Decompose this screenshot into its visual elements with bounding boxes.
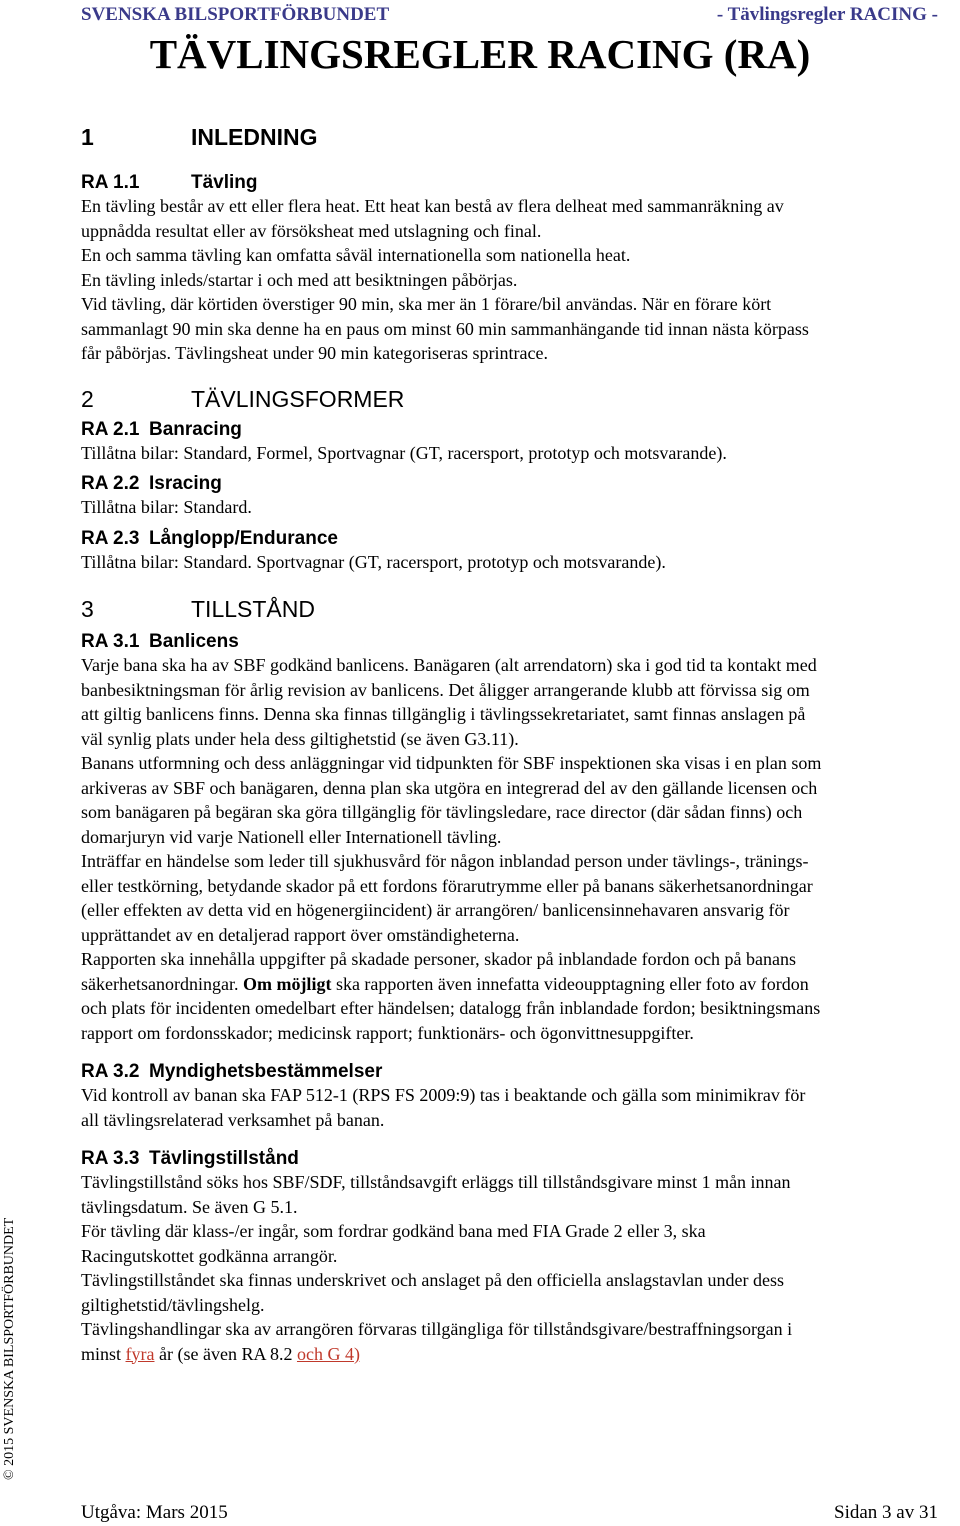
ra11-heading bbox=[81, 172, 953, 194]
text-line: upprättandet av en detaljerad rapport över omständigheterna. bbox=[81, 924, 520, 945]
footer-edition: Utgåva: Mars 2015 bbox=[81, 1502, 228, 1523]
text-line: För tävling där klass-/er ingår, som fordrar godkänd bana med FIA Grade 2 eller 3, ska bbox=[81, 1221, 706, 1241]
text-line: Rapporten ska innehålla uppgifter på skadade personer, skador på inblandade fordon och på banans bbox=[81, 949, 797, 969]
revision-link-fyra[interactable]: fyra bbox=[125, 1343, 155, 1364]
text-line: att giltig banlicens finns. Denna ska finnas tillgänglig i tävlingssekretariatet, samt finnas anslagen på bbox=[81, 704, 806, 724]
rule-title: Långlopp/Endurance bbox=[149, 527, 338, 549]
section-title: INLEDNING bbox=[191, 124, 318, 150]
ra32-heading bbox=[81, 1061, 953, 1083]
text-line: giltighetstid/tävlingshelg. bbox=[81, 1294, 265, 1315]
ra21-text: Tillåtna bilar: Standard, Formel, Sportvagnar (GT, racersport, prototyp och motsvarande). bbox=[81, 442, 727, 463]
section-number: 1 bbox=[81, 124, 94, 150]
document-body bbox=[81, 124, 953, 1366]
rule-number: RA 3.2 bbox=[81, 1061, 140, 1082]
text-line: Tävlingstillstånd söks hos SBF/SDF, tillståndsavgift erläggs till tillståndsgivare minst 1 mån innan bbox=[81, 1172, 791, 1192]
text-line: En tävling består av ett eller flera heat. Ett heat kan bestå av flera delheat med sammanräkning av bbox=[81, 196, 784, 216]
rule-title: Tävling bbox=[191, 172, 258, 193]
ra21-heading bbox=[81, 419, 953, 441]
text-line: Tävlingshandlingar ska av arrangören förvaras tillgängliga för tillståndsgivare/bestraffningsorgan i bbox=[81, 1319, 793, 1339]
rule-number: RA 1.1 bbox=[81, 172, 140, 193]
text-line: Vid tävling, där körtiden överstiger 90 min, ska mer än 1 förare/bil användas. När en förare kört bbox=[81, 294, 772, 314]
text-line: (eller effekten av detta vid en högenergiincident) är arrangören/ banlicensinnehavaren ansvarig för bbox=[81, 900, 790, 920]
rule-number: RA 2.3 bbox=[81, 527, 140, 549]
text-line: domarjuryn vid varje Nationell eller Internationell tävling. bbox=[81, 826, 502, 847]
footer-page-number: Sidan 3 av 31 bbox=[834, 1502, 938, 1523]
text-line: får påbörjas. Tävlingsheat under 90 min kategoriseras sprintrace. bbox=[81, 343, 549, 363]
text-line: rapport om fordonsskador; medicinsk rapport; funktionärs- och ögonvittnesuppgifter. bbox=[81, 1022, 694, 1043]
copyright-sidebar: © 2015 SVENSKA BILSPORTFÖRBUNDET bbox=[2, 1217, 17, 1480]
text-line: väl synlig plats under hela dess giltighetstid (se även G3.11). bbox=[81, 728, 519, 749]
ra31-heading bbox=[81, 631, 953, 653]
text-line bbox=[81, 1342, 953, 1367]
text-line: och plats för incidenten omedelbart efter händelsen; datalogg från inblandade fordon; besiktningsmans bbox=[81, 998, 821, 1018]
text-line: banbesiktningsman för årlig revision av banlicens. Det åligger arrangerande klubb att förvissa sig om bbox=[81, 679, 810, 700]
ra11-text bbox=[81, 194, 953, 366]
ra31-text bbox=[81, 653, 953, 1045]
rule-title: Isracing bbox=[149, 473, 222, 494]
header-org: SVENSKA BILSPORTFÖRBUNDET bbox=[81, 4, 390, 25]
page-title: TÄVLINGSREGLER RACING (RA) bbox=[149, 31, 811, 77]
rule-title: Tävlingstillstånd bbox=[149, 1148, 299, 1169]
text-span: ska rapporten även innefatta videoupptagning eller foto av fordon bbox=[335, 973, 809, 994]
rule-title: Banracing bbox=[149, 418, 242, 440]
text-span: år (se även RA 8.2 bbox=[159, 1343, 293, 1364]
ra33-text bbox=[81, 1170, 953, 1366]
rule-number: RA 3.1 bbox=[81, 631, 140, 652]
section-3-heading bbox=[81, 596, 953, 623]
ra23-heading bbox=[81, 528, 953, 550]
text-line: all tävlingsrelaterad verksamhet på banan. bbox=[81, 1109, 385, 1130]
revision-link-g4[interactable]: och G 4) bbox=[296, 1343, 360, 1364]
rule-number: RA 2.2 bbox=[81, 473, 140, 494]
section-number: 3 bbox=[81, 596, 94, 622]
rule-title: Banlicens bbox=[149, 631, 239, 652]
rule-title: Myndighetsbestämmelser bbox=[149, 1061, 383, 1082]
rule-number: RA 3.3 bbox=[81, 1148, 140, 1169]
header-doc: - Tävlingsregler RACING - bbox=[716, 4, 938, 25]
ra32-text bbox=[81, 1083, 953, 1132]
section-title: TÄVLINGSFORMER bbox=[191, 385, 405, 412]
rule-number: RA 2.1 bbox=[81, 418, 140, 440]
text-line: som banägaren på begäran ska göra tillgänglig för tävlingsledare, race director (där sådan finns) och bbox=[81, 802, 803, 822]
section-title: TILLSTÅND bbox=[191, 596, 315, 622]
text-line: arkiveras av SBF och banägaren, denna plan ska utgöra en integrerad del av den gällande licensen och bbox=[81, 777, 818, 798]
text-line: Vid kontroll av banan ska FAP 512-1 (RPS FS 2009:9) tas i beaktande och gälla som minimikrav för bbox=[81, 1085, 806, 1105]
section-1-heading bbox=[81, 124, 953, 151]
text-span: säkerhetsanordningar. bbox=[81, 973, 239, 994]
text-span: minst bbox=[81, 1343, 122, 1364]
text-line: Racingutskottet godkänna arrangör. bbox=[81, 1245, 338, 1266]
ra22-text: Tillåtna bilar: Standard. bbox=[81, 497, 252, 517]
ra22-heading bbox=[81, 473, 953, 495]
text-line: Inträffar en händelse som leder till sjukhusvård för någon inblandad person under tävlings-, tränings- bbox=[81, 851, 809, 871]
bold-emphasis: Om möjligt bbox=[242, 973, 332, 994]
text-line: tävlingsdatum. Se även G 5.1. bbox=[81, 1196, 298, 1217]
text-line: En och samma tävling kan omfatta såväl internationella som nationella heat. bbox=[81, 245, 631, 265]
ra33-heading bbox=[81, 1148, 953, 1170]
section-number: 2 bbox=[81, 385, 94, 412]
text-line: Tävlingstillståndet ska finnas underskrivet och anslaget på den officiella anslagstavlan under dess bbox=[81, 1270, 784, 1290]
text-line: En tävling inleds/startar i och med att besiktningen påbörjas. bbox=[81, 269, 518, 290]
ra23-text: Tillåtna bilar: Standard. Sportvagnar (GT, racersport, prototyp och motsvarande). bbox=[81, 551, 666, 572]
text-line: uppnådda resultat eller av försöksheat med utslagning och final. bbox=[81, 220, 542, 241]
text-line: Banans utformning och dess anläggningar vid tidpunkten för SBF inspektionen ska visas i en plan som bbox=[81, 753, 822, 773]
text-line: eller testkörning, betydande skador på ett fordons förarutrymme eller på banans säkerhetsanordningar bbox=[81, 875, 813, 896]
text-line: Varje bana ska ha av SBF godkänd banlicens. Banägaren (alt arrendatorn) ska i god tid ta kontakt med bbox=[81, 655, 817, 675]
text-line bbox=[81, 972, 953, 997]
section-2-heading bbox=[81, 386, 953, 413]
text-line: sammanlagt 90 min ska denne ha en paus om minst 60 min sammanhängande tid innan nästa körpass bbox=[81, 318, 809, 339]
